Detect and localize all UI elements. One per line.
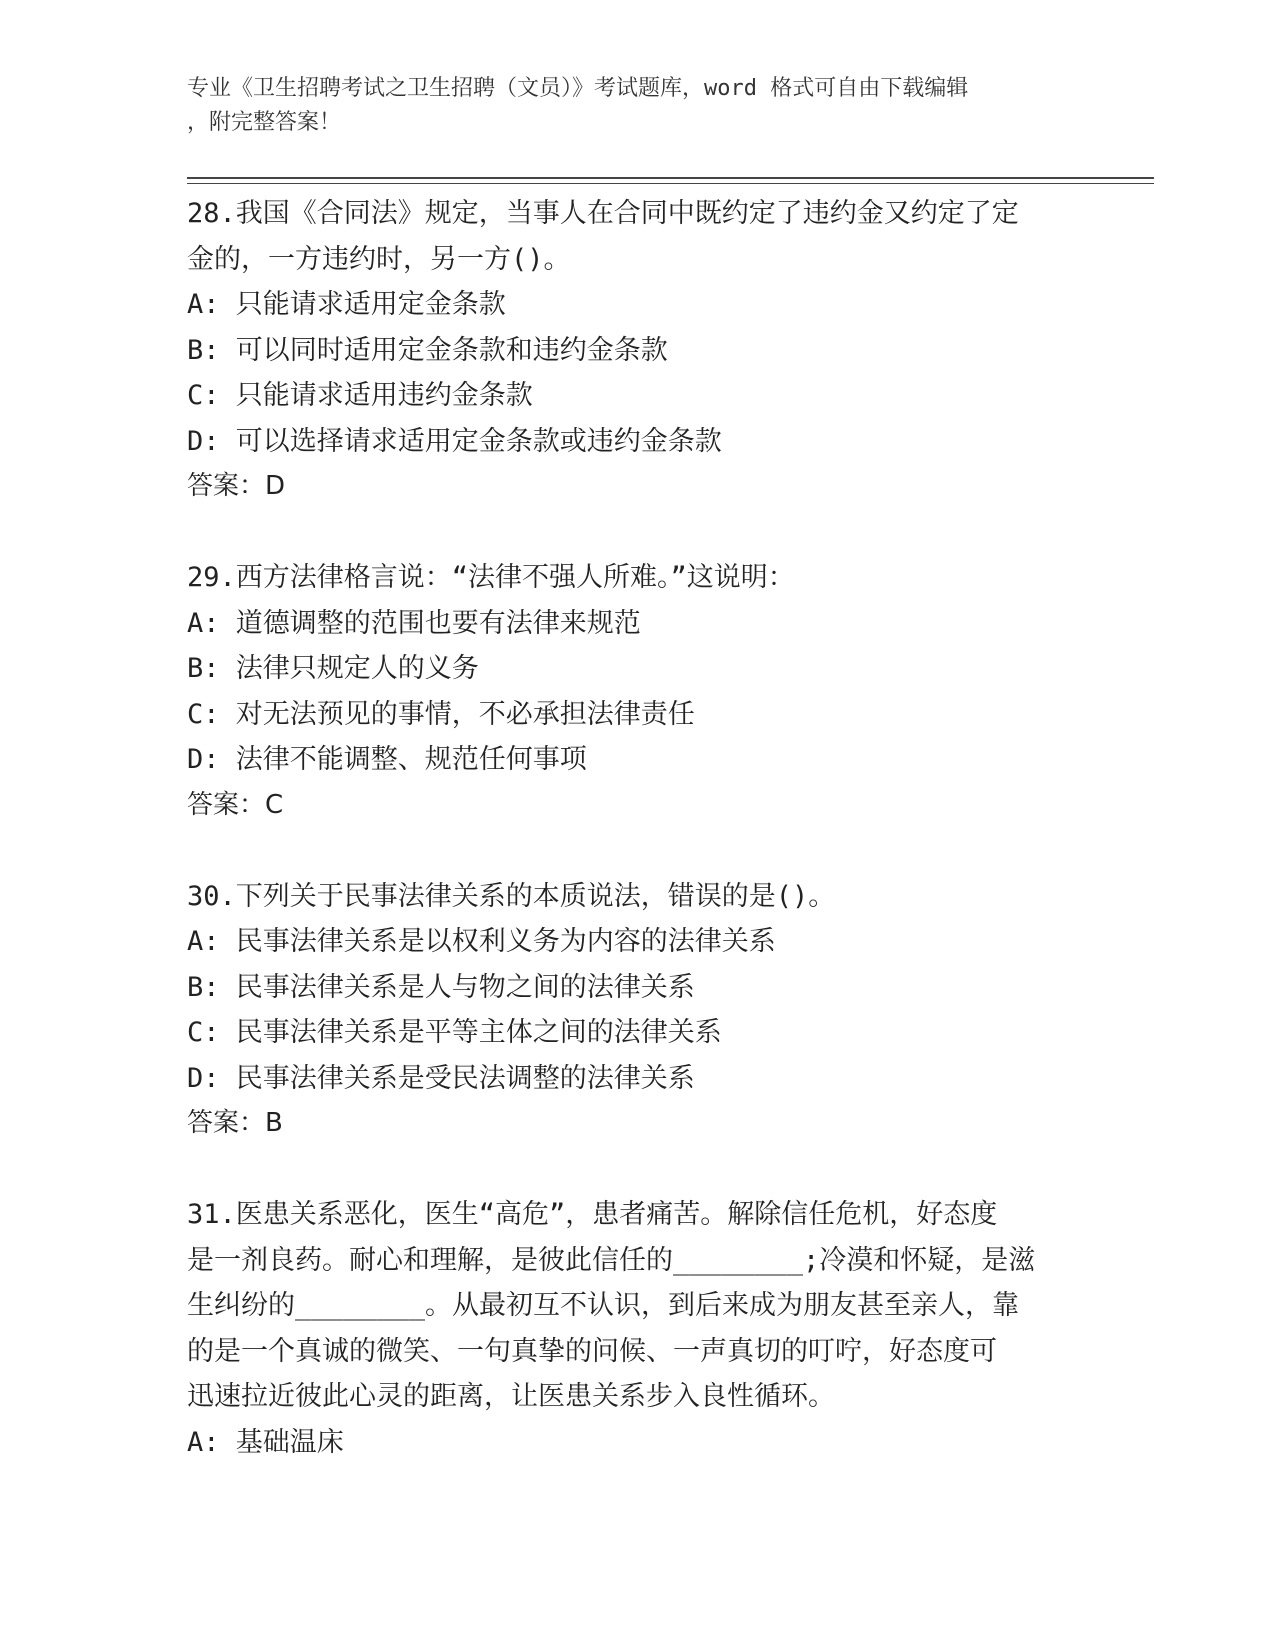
option-b: B: 可以同时适用定金条款和违约金条款 — [187, 334, 668, 366]
option-c: C: 对无法预见的事情，不必承担法律责任 — [187, 698, 695, 730]
answer-label: 答案：B — [187, 1108, 283, 1138]
option-d: D: 法律不能调整、规范任何事项 — [187, 744, 587, 775]
question-stem-line: 28.我国《合同法》规定，当事人在合同中既约定了违约金又约定了定 — [187, 198, 1019, 229]
header-divider — [187, 177, 1154, 179]
question-stem-line: 金的，一方违约时，另一方()。 — [187, 243, 571, 275]
answer-label: 答案：C — [187, 789, 284, 820]
option-a: A: 只能请求适用定金条款 — [187, 289, 506, 320]
option-a: A: 道德调整的范围也要有法律来规范 — [187, 607, 641, 639]
option-c: C: 只能请求适用违约金条款 — [187, 380, 533, 411]
option-d: D: 可以选择请求适用定金条款或违约金条款 — [187, 425, 722, 457]
document-header — [187, 72, 1067, 140]
question-stem-line: 29.西方法律格言说：“法律不强人所难。”这说明： — [187, 562, 795, 593]
option-a: A: 基础温床 — [187, 1426, 344, 1458]
question-stem-line: 的是一个真诚的微笑、一句真挚的问候、一声真切的叮咛，好态度可 — [187, 1335, 997, 1367]
question-stem-line: 是一剂良药。耐心和理解，是彼此信任的________;冷漠和怀疑，是滋 — [187, 1244, 1036, 1276]
option-b: B: 民事法律关系是人与物之间的法律关系 — [187, 971, 695, 1003]
option-d: D: 民事法律关系是受民法调整的法律关系 — [187, 1062, 695, 1094]
option-c: C: 民事法律关系是平等主体之间的法律关系 — [187, 1017, 722, 1048]
question-list — [187, 191, 1087, 1465]
header-line-2: ，附完整答案！ — [187, 110, 342, 135]
answer-label: 答案：D — [187, 471, 286, 501]
question-stem-line: 31.医患关系恶化，医生“高危”，患者痛苦。解除信任危机，好态度 — [187, 1199, 998, 1230]
question-stem-line: 生纠纷的________。从最初互不认识，到后来成为朋友甚至亲人，靠 — [187, 1290, 1020, 1321]
question-stem-line: 30.下列关于民事法律关系的本质说法，错误的是()。 — [187, 880, 836, 912]
option-b: B: 法律只规定人的义务 — [187, 653, 479, 684]
spacer — [187, 828, 1087, 874]
question-30 — [187, 874, 1087, 1147]
spacer — [187, 510, 1087, 556]
question-stem-line: 迅速拉近彼此心灵的距离，让医患关系步入良性循环。 — [187, 1381, 835, 1412]
header-line-1: 专业《卫生招聘考试之卫生招聘（文员）》考试题库，word 格式可自由下载编辑 — [187, 76, 969, 101]
question-29 — [187, 555, 1087, 828]
question-31 — [187, 1192, 1087, 1465]
option-a: A: 民事法律关系是以权利义务为内容的法律关系 — [187, 926, 776, 957]
spacer — [187, 1147, 1087, 1193]
header-divider-thin — [187, 183, 1154, 184]
question-28 — [187, 191, 1087, 510]
